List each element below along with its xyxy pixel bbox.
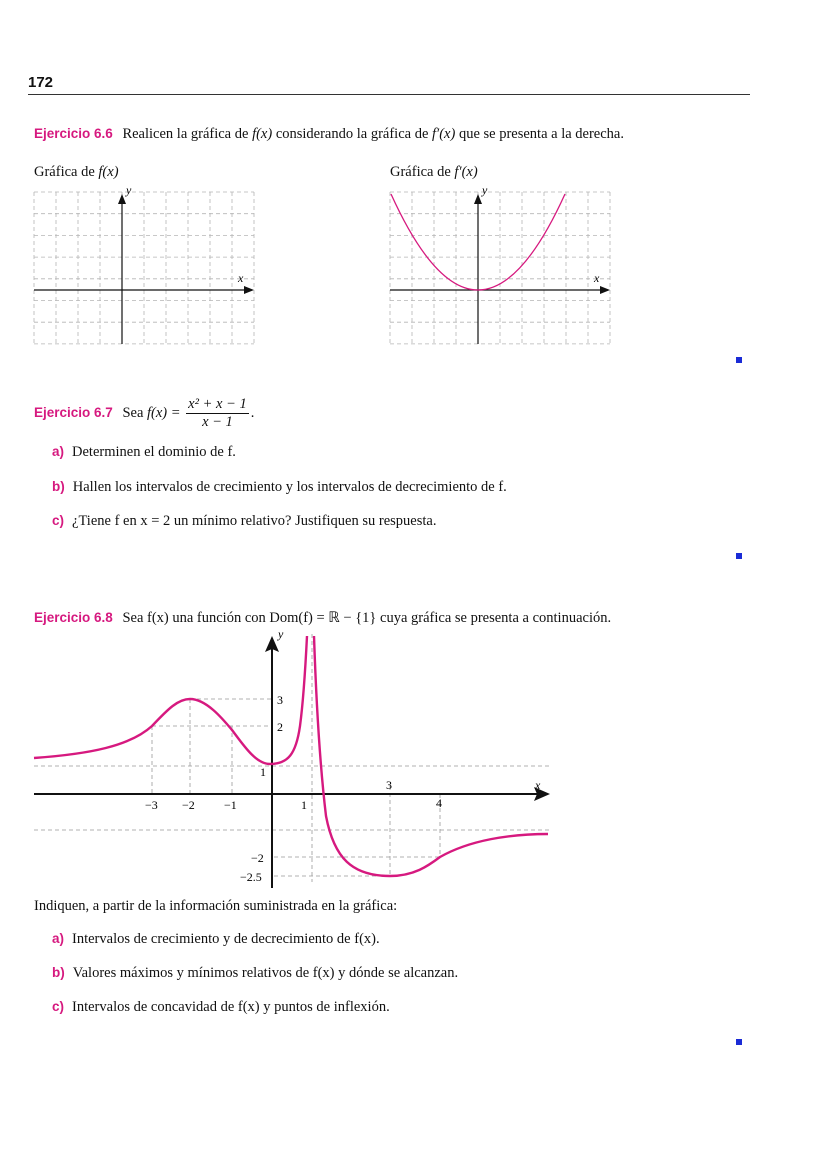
- item-text: Hallen los intervalos de crecimiento y los intervalos de decrecimiento de f.: [72, 479, 507, 495]
- statement-text: considerando la gráfica de: [275, 126, 429, 142]
- exercise-6-8-intro: Indiquen, a partir de la información suministrada en la gráfica:: [34, 898, 398, 914]
- guide-lines: [34, 634, 552, 882]
- item-label: a): [52, 931, 65, 946]
- caption-text: Gráfica de: [34, 164, 95, 180]
- exercise-label: Ejercicio 6.6: [34, 126, 113, 141]
- item-text: Valores máximos y mínimos relativos de f(x) y dónde se alcanzan.: [72, 965, 459, 981]
- exercise-label: Ejercicio 6.8: [34, 610, 113, 625]
- function-curve-right-branch: [314, 636, 548, 876]
- y-tick-label: −2: [251, 851, 264, 865]
- y-axis-arrow: [474, 194, 482, 204]
- exercise-6-8-statement: [34, 610, 611, 627]
- function-curve-left-branch: [34, 636, 307, 764]
- item-text: ¿Tiene f en x = 2 un mínimo relativo? Justifiquen su respuesta.: [72, 513, 437, 529]
- x-axis-label: x: [594, 271, 600, 285]
- end-of-exercise-marker: [736, 1039, 742, 1045]
- exercise-6-7-item-a: [52, 444, 236, 461]
- end-of-exercise-marker: [736, 553, 742, 559]
- x-axis-arrow: [600, 286, 610, 294]
- statement-text: Sea: [122, 404, 144, 421]
- grid-lines: [34, 192, 254, 344]
- x-axis-label: x: [238, 271, 244, 285]
- x-tick-label: 3: [386, 778, 392, 792]
- caption-function: f(x): [98, 164, 119, 180]
- item-label: c): [52, 513, 65, 528]
- y-tick-label: 1: [260, 765, 266, 779]
- end-of-exercise-marker: [736, 357, 742, 363]
- x-tick-label: 1: [301, 798, 307, 812]
- right-graph-caption: [390, 164, 478, 181]
- caption-text: Gráfica de: [390, 164, 451, 180]
- y-axis-label: y: [278, 627, 284, 641]
- item-label: c): [52, 999, 65, 1014]
- x-tick-label: −3: [145, 798, 158, 812]
- exercise-6-7-statement: Ejercicio 6.7 Sea f(x) = $\frac{\text{x² + x − 1}}{x - 1}$ .: [34, 396, 255, 430]
- exercise-6-6-statement: [34, 126, 624, 143]
- x-axis-label: x: [535, 778, 541, 792]
- denominator: x − 1: [202, 414, 233, 430]
- x-tick-label: −1: [224, 798, 237, 812]
- header-rule: [28, 94, 750, 95]
- fraction: [186, 396, 249, 431]
- x-axis-arrow: [244, 286, 254, 294]
- exercise-6-8-item-b: [52, 965, 458, 982]
- item-text: Intervalos de crecimiento y de decrecimiento de f(x).: [72, 931, 380, 947]
- y-axis-label: y: [126, 183, 132, 197]
- item-text: Determinen el dominio de f.: [72, 444, 236, 460]
- x-tick-label: −2: [182, 798, 195, 812]
- function-name: f(x): [252, 126, 273, 142]
- page-number: 172: [28, 74, 54, 91]
- y-axis-label: y: [482, 183, 488, 197]
- statement-text: que se presenta a la derecha.: [458, 126, 624, 142]
- y-tick-label: −2.5: [240, 870, 262, 884]
- numerator: x² + x − 1: [188, 396, 247, 412]
- exercise-label: Ejercicio 6.7: [34, 404, 113, 420]
- y-tick-label: 3: [277, 693, 283, 707]
- x-tick-label: 4: [436, 796, 442, 810]
- statement-text: Sea f(x) una función con Dom(f) = ℝ − {1} cuya gráfica se presenta a continuación.: [122, 610, 612, 626]
- function-graph: [0, 626, 560, 896]
- exercise-6-8-item-c: [52, 999, 390, 1016]
- derivative-grid-fpx: [386, 182, 616, 350]
- exercise-6-8-item-a: [52, 931, 380, 948]
- exercise-6-7-item-b: [52, 479, 507, 496]
- exercise-6-7-item-c: [52, 513, 436, 530]
- caption-function: f′(x): [454, 164, 478, 180]
- item-text: Intervalos de concavidad de f(x) y puntos de inflexión.: [72, 999, 390, 1015]
- y-axis-arrow: [118, 194, 126, 204]
- derivative-name: f′(x): [432, 126, 456, 142]
- empty-grid-fx: [30, 182, 260, 350]
- statement-text: Realicen la gráfica de: [122, 126, 249, 142]
- y-tick-label: 2: [277, 720, 283, 734]
- item-label: b): [52, 479, 65, 494]
- item-label: a): [52, 444, 65, 459]
- grid-lines: [390, 192, 610, 344]
- function-equation: f(x) =: [147, 404, 181, 421]
- item-label: b): [52, 965, 65, 980]
- left-graph-caption: [34, 164, 119, 181]
